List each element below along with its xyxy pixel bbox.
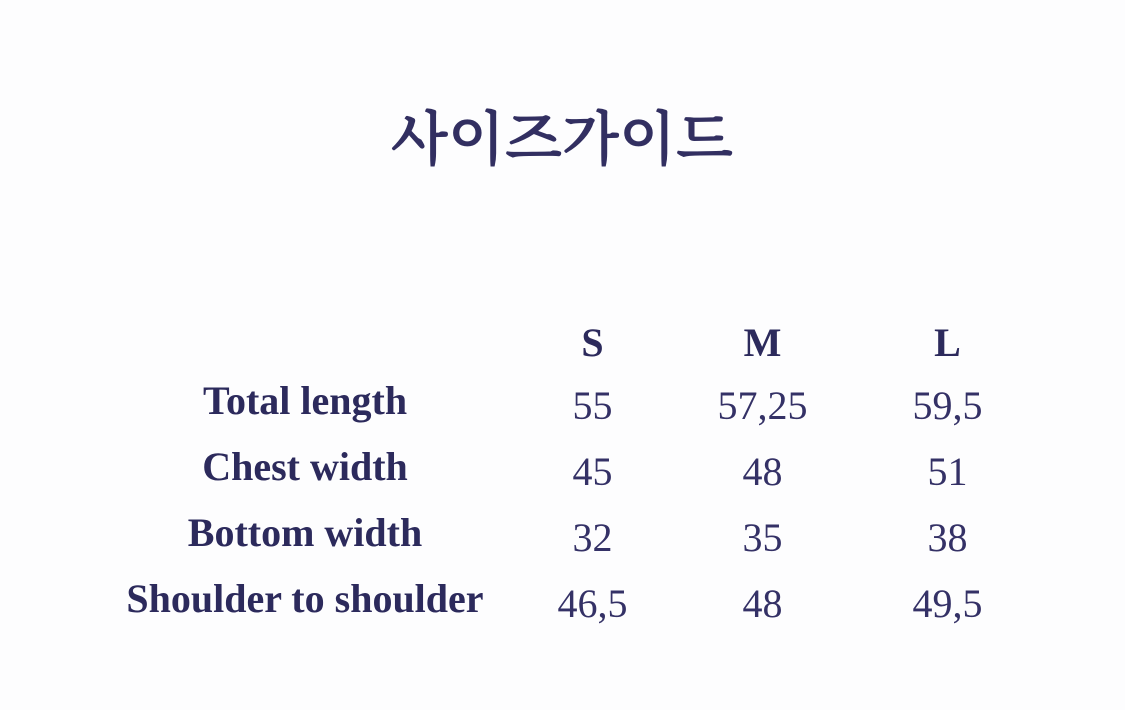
cell-value: 49,5: [912, 581, 983, 626]
header-spacer-cell: [85, 318, 525, 368]
cell-value: 35: [742, 515, 783, 560]
row-label: Bottom width: [187, 510, 423, 555]
table-row-chest-width: [85, 434, 1030, 500]
cell-value: 48: [742, 581, 783, 626]
table-row-shoulder-to-shoulder: [85, 566, 1030, 632]
column-header-s: S: [581, 320, 604, 365]
row-label: Shoulder to shoulder: [126, 576, 484, 621]
cell-value: 48: [742, 449, 783, 494]
table-header-row: [85, 318, 1030, 368]
cell-value: 55: [572, 383, 613, 428]
table-row-bottom-width: [85, 500, 1030, 566]
cell-value: 59,5: [912, 383, 983, 428]
column-header-l: L: [934, 320, 961, 365]
cell-value: 46,5: [557, 581, 628, 626]
table-row-total-length: [85, 368, 1030, 434]
row-label: Chest width: [202, 444, 408, 489]
cell-value: 38: [927, 515, 968, 560]
column-header-m: M: [743, 320, 782, 365]
cell-value: 32: [572, 515, 613, 560]
cell-value: 51: [927, 449, 968, 494]
cell-value: 57,25: [717, 383, 808, 428]
cell-value: 45: [572, 449, 613, 494]
size-table: [85, 318, 1030, 632]
row-label: Total length: [202, 378, 408, 423]
page-title: 사이즈가이드: [391, 107, 734, 172]
